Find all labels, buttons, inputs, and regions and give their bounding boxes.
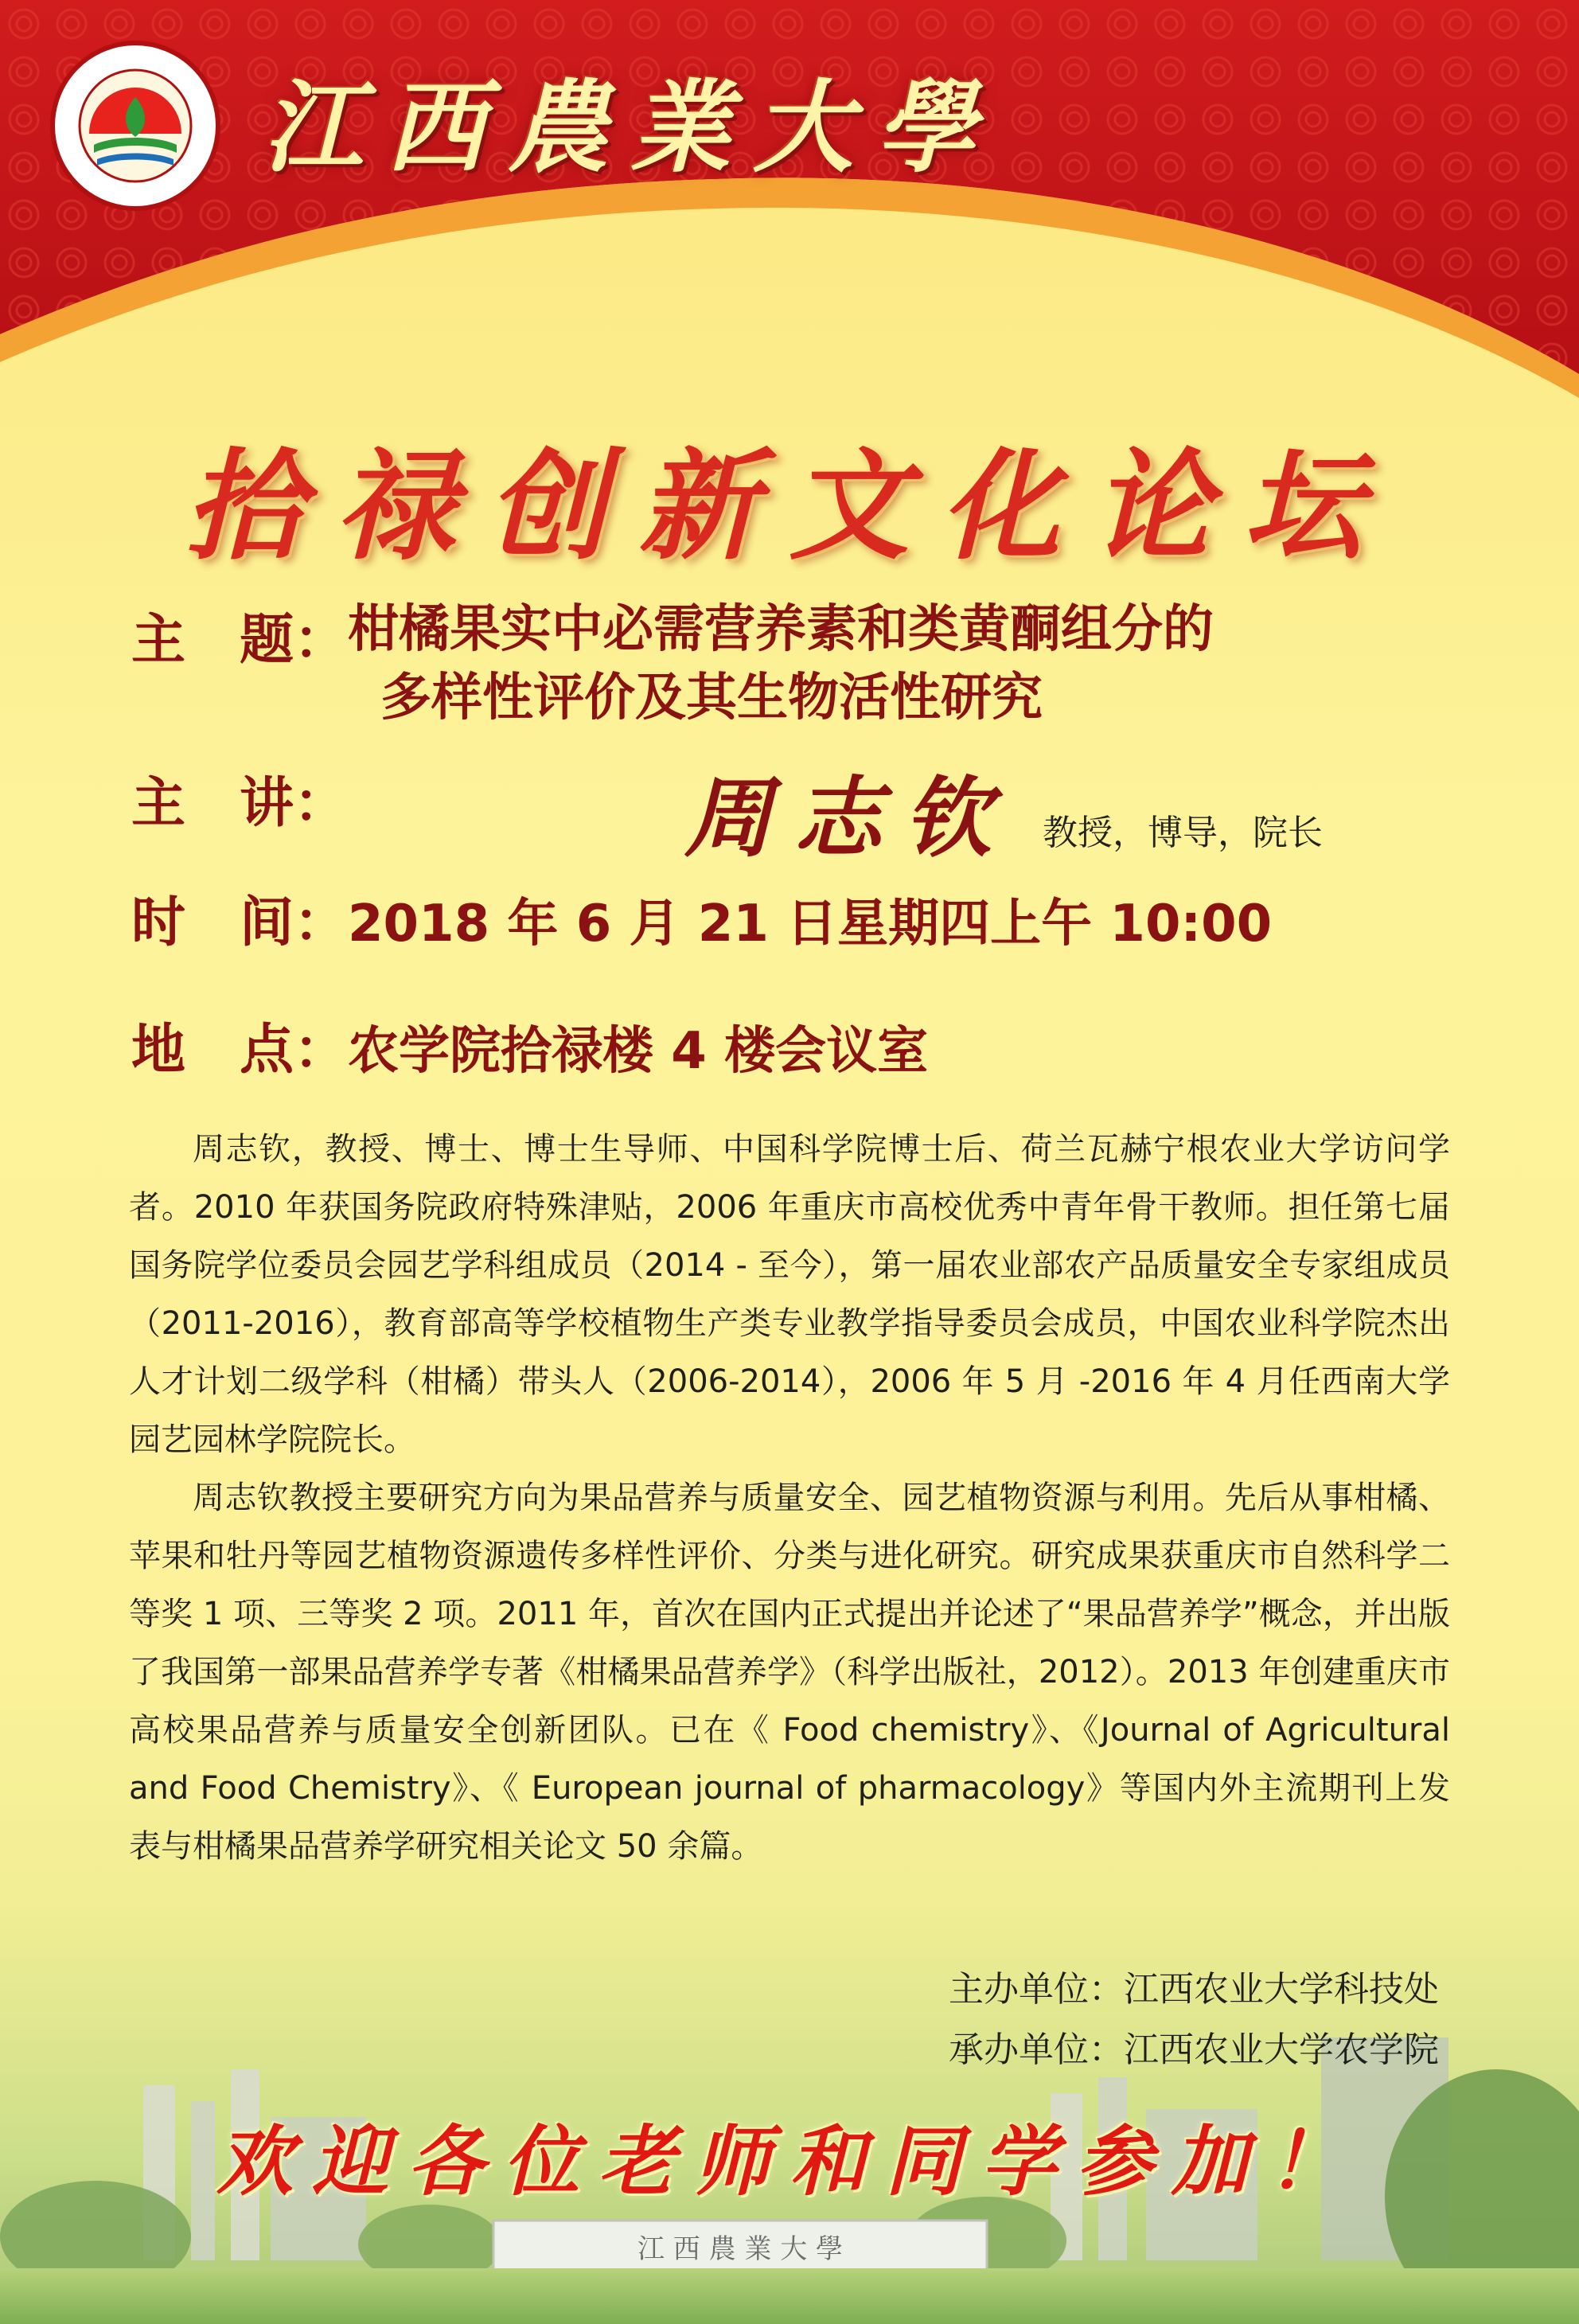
- time-value: 2018 年 6 月 21 日星期四上午 10:00: [348, 895, 1273, 953]
- university-seal-icon: [49, 40, 221, 212]
- place-value: 农学院拾禄楼 4 楼会议室: [348, 1022, 929, 1081]
- bio-paragraph-2: 周志钦教授主要研究方向为果品营养与质量安全、园艺植物资源与利用。先后从事柑橘、苹果和牡丹等园艺植物资源遗传多样性评价、分类与进化研究。研究成果获重庆市自然科学二等奖 1 项、三等奖 2 项。2011 年，首次在国内正式提出并论述了“果品营养学”概念，并出版了我国第一部果品营养学专著《柑橘果品营养学》（科学出版社，2012）。2013 年创建重庆市高校果品营养与质量安全创新团队。已在《 Food chemistry》、《Journal of Agricultural and Food Chemistry》、《 European journal of pharmacology》等国内外主流期刊上发表与柑橘果品营养学研究相关论文 50 余篇。: [129, 1480, 1450, 1865]
- forum-title: 拾禄创新文化论坛: [184, 436, 1394, 576]
- speaker-label: 主 讲：: [131, 772, 349, 835]
- speaker-bio: [129, 1121, 1450, 1876]
- topic-line1: 柑橘果实中必需营养素和类黄酮组分的: [348, 600, 1214, 659]
- school-name: 江西農業大學: [263, 68, 998, 186]
- topic-label: 主 题：: [131, 609, 349, 672]
- topic-row: [131, 597, 1214, 674]
- speaker-title: 教授，博导，院长: [1043, 813, 1323, 853]
- place-row: [131, 1007, 928, 1084]
- campus-gate-text: 江 西 農 業 大 學: [637, 2233, 844, 2265]
- bio-paragraph-1: 周志钦，教授、博士、博士生导师、中国科学院博士后、荷兰瓦赫宁根农业大学访问学者。2010 年获国务院政府特殊津贴，2006 年重庆市高校优秀中青年骨干教师。担任第七届国务院学位委员会园艺学科组成员（2014 - 至今），第一届农业部农产品质量安全专家组成员（2011-2016），教育部高等学校植物生产类专业教学指导委员会成员，中国农业科学院杰出人才计划二级学科（柑橘）带头人（2006-2014），2006 年 5 月 -2016 年 4 月任西南大学园艺园林学院院长。: [129, 1131, 1450, 1458]
- speaker-row: [131, 760, 348, 837]
- place-label: 地 点：: [131, 1019, 349, 1082]
- speaker-name: 周志钦: [684, 766, 1014, 869]
- co-host-organizer: 承办单位：江西农业大学农学院: [949, 2030, 1439, 2070]
- host-organizer: 主办单位：江西农业大学科技处: [949, 1969, 1439, 2010]
- time-row: [131, 879, 1272, 957]
- time-label: 时 间：: [131, 891, 349, 954]
- organizers: [949, 1959, 1439, 2080]
- welcome-message: 欢迎各位老师和同学参加！: [216, 2116, 1363, 2206]
- topic-line2: 多样性评价及其生物活性研究: [380, 669, 1043, 727]
